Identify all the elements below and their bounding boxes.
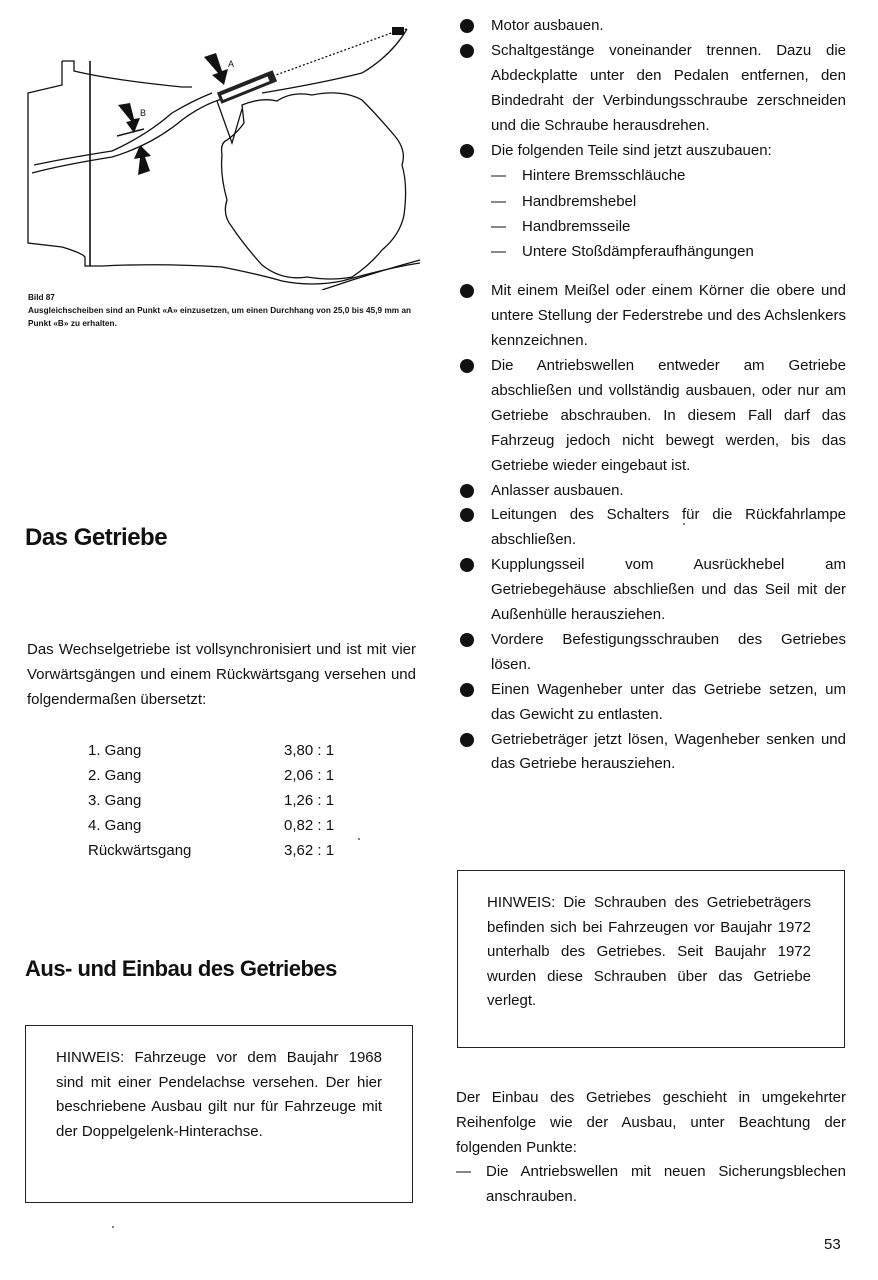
- gearbox-intro-paragraph: Das Wechselgetriebe ist vollsynchronisiert und ist mit vier Vorwärtsgängen und einem Rückwärtsgang versehen und folgendermaßen übersetzt:: [27, 641, 416, 708]
- gear-ratio: 3,62 : 1: [284, 842, 335, 859]
- sub-list-item: [458, 189, 846, 214]
- sub-item-text: Handbremsseile: [522, 217, 631, 235]
- heading-das-getriebe: Das Getriebe: [25, 524, 168, 551]
- list-item: [458, 279, 846, 354]
- heading-aus-und-einbau: Aus- und Einbau des Getriebes: [25, 956, 337, 981]
- dash-icon: —: [491, 243, 506, 261]
- bullet-icon: [460, 44, 474, 58]
- note-box-getriebetraeger: [457, 870, 845, 1048]
- bullet-icon: [460, 359, 474, 373]
- wheel-outline: [222, 93, 406, 279]
- installation-intro: Der Einbau des Getriebes geschieht in umgekehrter Reihenfolge wie der Ausbau, unter Beachtung der folgenden Punkte:: [456, 1089, 846, 1156]
- list-item: [458, 728, 846, 778]
- body-outline-top: [62, 61, 192, 87]
- bullet-icon: [460, 683, 474, 697]
- bullet-icon: [460, 144, 474, 158]
- list-item: [458, 354, 846, 479]
- sub-item-text: Untere Stoßdämpferaufhängungen: [522, 243, 754, 261]
- note-text: HINWEIS: Fahrzeuge vor dem Baujahr 1968 sind mit einer Pendelachse versehen. Der hier beschriebene Ausbau gilt nur für Fahrzeuge mit der Doppelgelenk-Hinterachse.: [56, 1049, 382, 1140]
- step-text: Vordere Befestigungsschrauben des Getriebes lösen.: [491, 630, 846, 673]
- bullet-icon: [460, 633, 474, 647]
- gear-name: 1. Gang: [88, 742, 142, 759]
- figure-caption: [28, 291, 420, 330]
- step-text: Leitungen des Schalters für die Rückfahrlampe abschließen.: [491, 506, 846, 549]
- list-item: [458, 39, 846, 139]
- list-item: [458, 553, 846, 628]
- caption-text: Ausgleichscheiben sind an Punkt «A» einzusetzen, um einen Durchhang von 25,0 bis 45,9 mm an Punkt «B» zu erhalten.: [28, 306, 412, 328]
- dash-icon: —: [491, 167, 506, 185]
- note-text: HINWEIS: Die Schrauben des Getriebeträgers befinden sich bei Fahrzeugen vor Baujahr 1972 unterhalb des Getriebes. Seit Baujahr 1972 wurden diese Schrauben über das Getriebe verlegt.: [487, 894, 811, 1009]
- table-row: [88, 838, 334, 863]
- bullet-icon: [460, 508, 474, 522]
- step-text: Anlasser ausbauen.: [491, 481, 624, 499]
- sub-item-text: Hintere Bremsschläuche: [522, 167, 686, 185]
- removal-steps-list: [458, 14, 846, 777]
- step-text: Die folgenden Teile sind jetzt auszubauen:: [491, 141, 772, 159]
- ground-line-2: [322, 260, 420, 290]
- gear-name: 4. Gang: [88, 817, 142, 834]
- page-number: 53: [824, 1236, 841, 1253]
- gear-ratio-table: [88, 738, 334, 863]
- scan-speck: [683, 523, 685, 525]
- step-text: Schaltgestänge voneinander trennen. Dazu die Abdeckplatte unter den Pedalen entfernen, den Bindedraht der Verbindungsschraube zerschneiden und die Schraube herausdrehen.: [491, 41, 846, 134]
- list-item: [458, 479, 846, 504]
- list-item: [458, 678, 846, 728]
- step-text: Getriebeträger jetzt lösen, Wagenheber senken und das Getriebe herausziehen.: [491, 730, 846, 773]
- bullet-icon: [460, 558, 474, 572]
- list-item: [458, 14, 846, 39]
- list-item: [456, 1160, 846, 1210]
- gear-name: 3. Gang: [88, 792, 142, 809]
- arrow-up-icon: [134, 145, 151, 175]
- caption-title: Bild 87: [28, 293, 55, 302]
- gear-ratio: 0,82 : 1: [284, 817, 335, 834]
- cable-return: [262, 29, 407, 93]
- dash-icon: —: [456, 1163, 471, 1181]
- dash-icon: —: [491, 217, 506, 235]
- arrow-a-icon: [204, 53, 228, 85]
- bullet-icon: [460, 19, 474, 33]
- arrow-b-icon: [118, 103, 140, 133]
- step-text: Einen Wagenheber unter das Getriebe setzen, um das Gewicht zu entlasten.: [491, 680, 846, 723]
- label-a: A: [228, 59, 235, 69]
- list-item: [458, 139, 846, 164]
- scan-speck: [112, 1226, 114, 1228]
- dash-icon: —: [491, 192, 506, 210]
- bullet-icon: [460, 284, 474, 298]
- gear-name: 2. Gang: [88, 767, 142, 784]
- installation-section: [456, 1086, 846, 1210]
- sub-list-item: [458, 163, 846, 188]
- measurement-line-b: [117, 129, 144, 136]
- sub-list-item: [458, 214, 846, 239]
- cable-end: [392, 27, 404, 35]
- step-text: Kupplungsseil vom Ausrückhebel am Getriebegehäuse abschließen und das Seil mit der Außenhülle herausziehen.: [491, 556, 846, 624]
- sub-item-text: Handbremshebel: [522, 192, 637, 210]
- table-row: [88, 813, 334, 838]
- list-item: [458, 628, 846, 678]
- rear-axle-illustration: [22, 5, 422, 290]
- item-text: Die Antriebswellen mit neuen Sicherungsblechen anschrauben.: [486, 1163, 846, 1206]
- figure-rear-axle-drawing: [22, 5, 422, 290]
- gear-ratio: 1,26 : 1: [284, 792, 335, 809]
- bullet-icon: [460, 484, 474, 498]
- scan-speck: [358, 838, 360, 840]
- table-row: [88, 763, 334, 788]
- list-item: [458, 503, 846, 553]
- step-text: Motor ausbauen.: [491, 17, 604, 34]
- cable-lower: [34, 93, 212, 165]
- gear-ratio: 2,06 : 1: [284, 767, 335, 784]
- table-row: [88, 788, 334, 813]
- gear-name: Rückwärtsgang: [88, 842, 192, 859]
- table-row: [88, 738, 334, 763]
- label-b: B: [140, 108, 147, 118]
- sub-list-item: [458, 239, 846, 264]
- step-text: Mit einem Meißel oder einem Körner die obere und untere Stellung der Federstrebe und des Achslenkers kennzeichnen.: [491, 282, 846, 350]
- gear-ratio: 3,80 : 1: [284, 742, 335, 759]
- mount-bracket: [217, 101, 242, 143]
- bullet-icon: [460, 733, 474, 747]
- note-box-pendelachse: [25, 1025, 413, 1203]
- cable-dashed: [254, 29, 407, 83]
- step-text: Die Antriebswellen entweder am Getriebe abschließen und vollständig ausbauen, oder nur am Getriebe abschrauben. In diesem Fall darf das Fahrzeug jedoch nicht bewegt werden, bis das Getriebe wieder eingebaut ist.: [491, 356, 846, 474]
